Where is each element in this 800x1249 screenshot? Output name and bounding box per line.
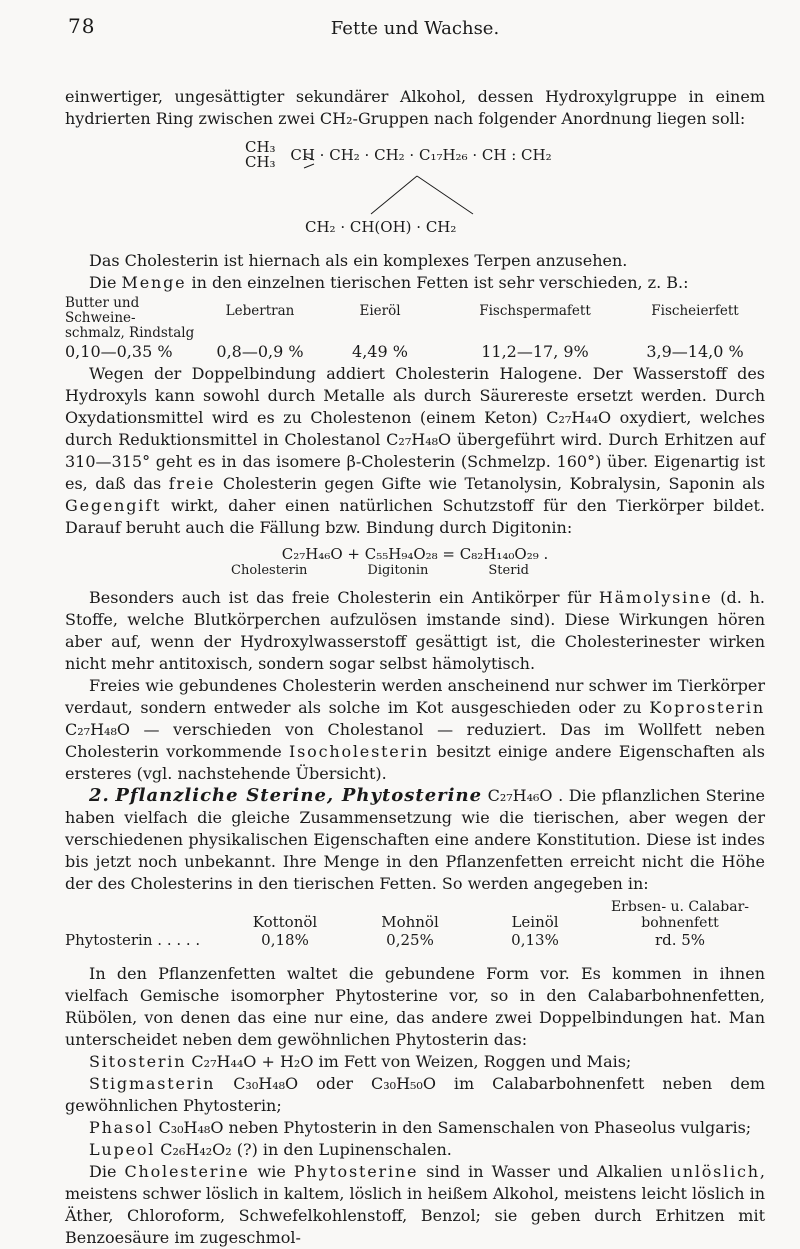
para5-koprosterin: Koprosterin (649, 698, 765, 717)
sterol-lupeol (65, 1139, 765, 1161)
sterol-text: C₃₀H₄₈O neben Phytosterin in den Samenschalen von Phaseolus vulgaris; (158, 1118, 752, 1137)
para7-c: sind in Wasser und Alkalien (426, 1162, 663, 1181)
plant-value-leinoel: 0,13% (511, 931, 559, 949)
formula-chain (245, 140, 552, 170)
para7-a: Die (89, 1162, 117, 1181)
fat-header-lebertran: Lebertran (225, 303, 295, 319)
plant-row-label: Phytosterin . . . . . (65, 931, 201, 949)
sterol-name: Sitosterin (89, 1052, 187, 1071)
intro-paragraph: einwertiger, ungesättigter sekundärer Alkohol, dessen Hydroxylgruppe in einem hydrierten Ring zwischen zwei CH₂-Gruppen nach folgender Anordnung liegen soll: (65, 87, 765, 128)
menge-rest: in den einzelnen tierischen Fetten ist sehr verschieden, z. B.: (191, 273, 689, 292)
section-phytosterine (65, 785, 765, 895)
digitonin-equation (65, 545, 765, 579)
fat-value-eieroel: 4,49 % (352, 342, 408, 361)
para3-freie: freie (168, 474, 216, 493)
page-body (65, 86, 765, 1249)
para3-mid: Cholesterin gegen Gifte wie Tetanolysin, Kobralysin, Saponin als (222, 474, 766, 493)
equation-labels (0, 563, 765, 579)
sterol-text: C₂₇H₄₄O + H₂O im Fett von Weizen, Roggen und Mais; (191, 1052, 632, 1071)
phytosterin-table (65, 899, 765, 949)
menge-spaced: Menge (121, 273, 187, 292)
para3-end: wirkt, daher einen natürlichen Schutzstoff für den Tierkörper bildet. Darauf beruht auch die Fällung bzw. Bindung durch Digitonin: (65, 496, 765, 537)
fat-header-fischspermafett: Fischspermafett (479, 303, 591, 319)
para5-c: besitzt einige andere Eigenschaften als ersteres (vgl. nachstehende Übersicht). (65, 742, 766, 783)
fat-header-eieroel: Eieröl (359, 303, 401, 319)
equation-label-sterid: Sterid (488, 563, 529, 578)
formula-main-chain: CH · CH₂ · CH₂ · C₁₇H₂₆ · CH : CH₂ (290, 146, 552, 164)
plant-value-mohnoel: 0,25% (386, 931, 434, 949)
para7-phytosterine: Phytosterine (293, 1162, 419, 1181)
formula-ch3-top: CH₃ (245, 138, 276, 156)
plant-value-erbsen: rd. 5% (654, 931, 706, 949)
para4-b: (d. h. Stoffe, welche Blutkörperchen aufzulösen imstande sind). Diese Wirkungen hören aber auf, wenn der Hydroxylwasserstoff gesättigt ist, die Cholesterinester wirken nicht mehr antitoxisch, sondern sogar selbst hämolytisch. (65, 588, 765, 673)
fat-header-butter: Butter und Schweine- schmalz, Rindstalg (65, 295, 195, 341)
section-formula: C₂₇H₄₆O . (487, 786, 564, 805)
sterol-name: Phasol (89, 1118, 154, 1137)
fat-value-fischeierfett: 3,9—14,0 % (646, 342, 744, 361)
plant-table-corner (65, 899, 225, 931)
para4-a: Besonders auch ist das freie Cholesterin ein Antikörper für (89, 588, 592, 607)
page-number: 78 (68, 14, 96, 38)
sterol-sitosterin (65, 1051, 765, 1073)
para7-d: , meistens schwer löslich in kaltem, löslich in heißem Alkohol, meistens leicht löslich in Äther, Chloroform, Schwefelkohlenstoff, Benzol; sie geben durch Erhitzen mit Benzoesäure im zugeschmol- (65, 1162, 765, 1247)
paragraph-terpen: Das Cholesterin ist hiernach als ein komplexes Terpen anzusehen. (89, 251, 628, 270)
para3-text: Wegen der Doppelbindung addiert Cholesterin Halogene. Der Wasserstoff des Hydroxyls kann sowohl durch Metalle als durch Säurereste ersetzt werden. Durch Oxydationsmittel wird es zu Cholestenon (einem Keton) C₂₇H₄₄O oxydiert, welches durch Reduktionsmittel in Cholestanol C₂₇H₄₈O übergeführt wird. Durch Erhitzen auf 310—315° geht es in das isomere β-Cholesterin (Schmelzp. 160°) über. Eigenartig ist es, daß das (65, 364, 765, 493)
sterol-name: Lupeol (89, 1140, 156, 1159)
formula-ch3-group (245, 140, 276, 170)
equation-label-digitonin: Digitonin (367, 563, 429, 578)
plant-header-leinoel: Leinöl (511, 913, 559, 931)
para7-b: wie (257, 1162, 286, 1181)
paragraph-menge (65, 272, 765, 294)
equation-label-cholesterin: Cholesterin (231, 563, 308, 578)
section-title: Pflanzliche Sterine, Phytosterine (115, 785, 483, 806)
para7-unloeslich: unlöslich (670, 1162, 760, 1181)
running-title: Fette und Wachse. (330, 18, 500, 39)
sterol-text: C₃₀H₄₈O oder C₃₀H₅₀O im Calabarbohnenfett neben dem gewöhnlichen Phytosterin; (65, 1074, 766, 1115)
para5-isocholesterin: Isocholesterin (289, 742, 430, 761)
structural-formula (65, 134, 765, 246)
sterol-phasol (65, 1117, 765, 1139)
sterol-text: C₂₆H₄₂O₂ (?) in den Lupinenschalen. (160, 1140, 452, 1159)
formula-ring-bottom: CH₂ · CH(OH) · CH₂ (305, 218, 457, 236)
fat-value-lebertran: 0,8—0,9 % (216, 342, 304, 361)
menge-prefix: Die (89, 273, 117, 292)
plant-header-erbsen: Erbsen- u. Calabar- bohnenfett (610, 899, 750, 931)
para7-cholesterine: Cholesterine (124, 1162, 250, 1181)
paragraph-koprosterin (65, 675, 765, 785)
sterol-name: Stigmasterin (89, 1074, 216, 1093)
para5-b: C₂₇H₄₈O — verschieden von Cholestanol — reduziert. Das im Wollfett neben Cholesterin vorkommende (65, 720, 765, 761)
paragraph-doppelbindung (65, 363, 765, 539)
section-number: 2. (89, 785, 110, 806)
fat-value-fischspermafett: 11,2—17, 9% (481, 342, 589, 361)
formula-ch3-bottom: CH₃ (245, 153, 276, 171)
para5-a: Freies wie gebundenes Cholesterin werden anscheinend nur schwer im Tierkörper verdaut, sondern entweder als solche im Kot ausgeschieden oder zu (65, 676, 765, 717)
section-text: Die pflanzlichen Sterine haben vielfach die gleiche Zusammensetzung wie die tierischen, aber wegen der verschiedenen physikalischen Eigenschaften eine andere Konstitution. Diese ist indes bis jetzt noch unbekannt. Ihre Menge in den Pflanzenfetten erreicht nicht die Höhe der des Cholesterins in den tierischen Fetten. So werden angegeben in: (65, 786, 765, 893)
plant-header-mohnoel: Mohnöl (381, 913, 439, 931)
page-header (65, 14, 765, 44)
plant-value-kottonoel: 0,18% (261, 931, 309, 949)
fat-value-butter: 0,10—0,35 % (65, 342, 173, 361)
paragraph-pflanzenfette: In den Pflanzenfetten waltet die gebundene Form vor. Es kommen in ihnen vielfach Gemische isomorpher Phytosterine vor, so in den Calabarbohnenfetten, Rübölen, von denen das eine nur eine, das andere zwei Doppelbindungen hat. Man unterscheidet neben dem gewöhnlichen Phytosterin das: (65, 964, 765, 1049)
fat-header-fischeierfett: Fischeierfett (651, 303, 739, 319)
plant-header-kottonoel: Kottonöl (252, 913, 318, 931)
fat-content-table (65, 296, 765, 363)
equation-text: C₂₇H₄₆O + C₅₅H₉₄O₂₈ = C₈₂H₁₄₀O₂₉ . (281, 545, 549, 563)
para4-haemolysine: Hämolysine (598, 588, 713, 607)
sterol-stigmasterin (65, 1073, 765, 1117)
paragraph-haemolysine (65, 587, 765, 675)
para3-gegengift: Gegengift (65, 496, 162, 515)
